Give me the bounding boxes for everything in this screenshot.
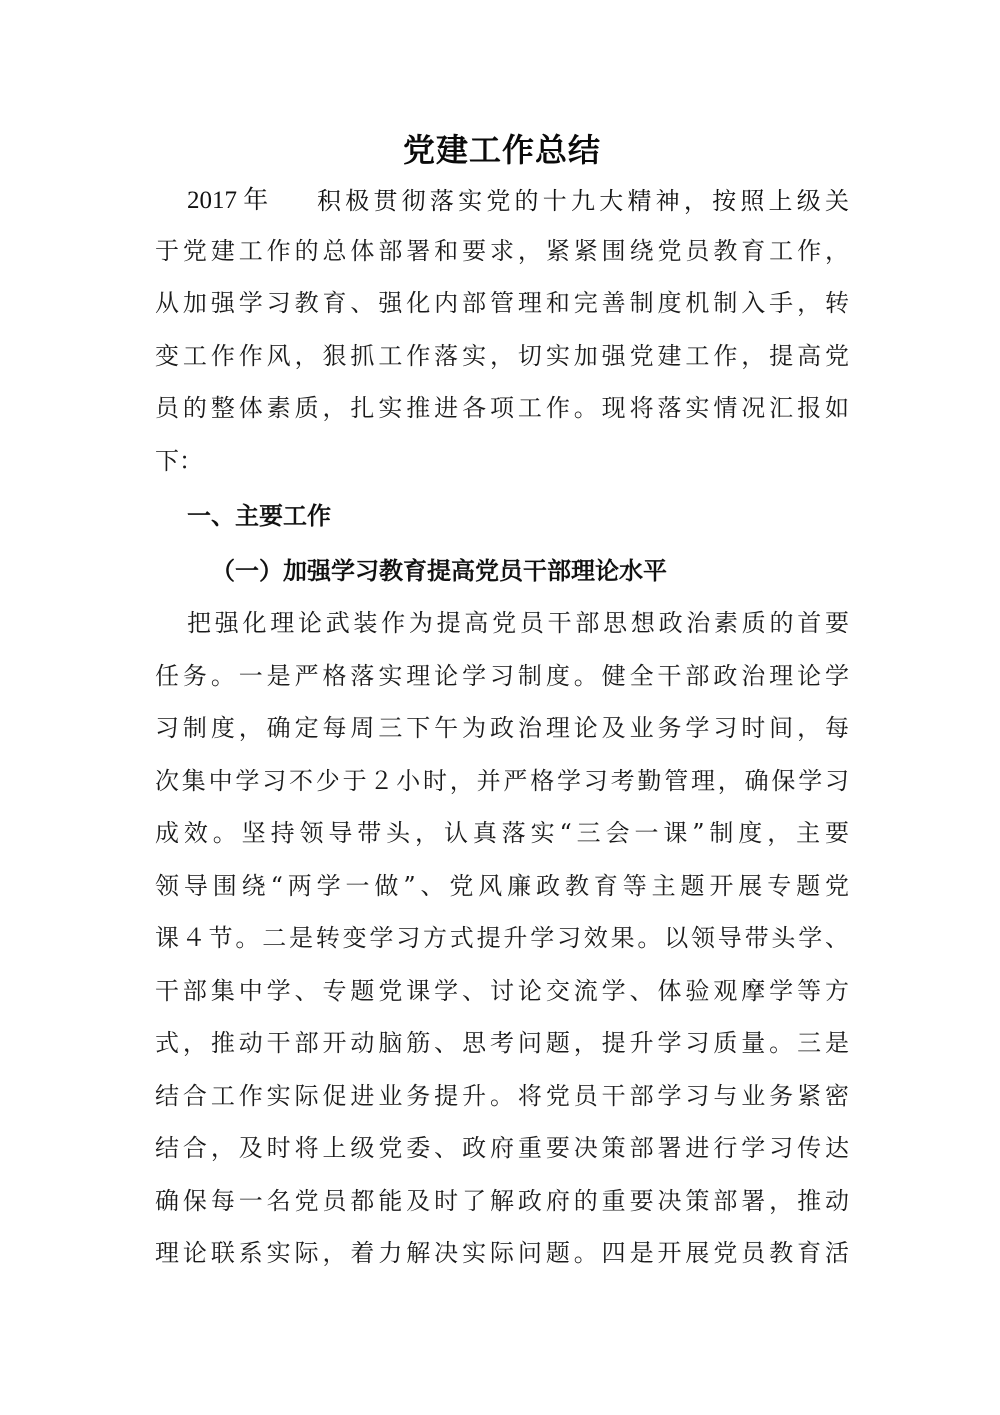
intro-year: 2017 年 bbox=[187, 187, 269, 215]
intro-first-line-text: 积极贯彻落实党的十九大精神，按照上级关 bbox=[317, 186, 849, 215]
intro-line: 员的整体素质，扎实推进各项工作。现将落实情况汇报如 bbox=[155, 394, 849, 422]
body-line: 结合工作实际促进业务提升。将党员干部学习与业务紧密 bbox=[155, 1081, 849, 1110]
body-line: 式，推动干部开动脑筋、思考问题，提升学习质量。三是 bbox=[155, 1029, 849, 1057]
intro-first-line bbox=[155, 172, 849, 225]
study-paragraph bbox=[155, 597, 849, 1280]
body-line: 任务。一是严格落实理论学习制度。健全干部政治理论学 bbox=[155, 661, 849, 690]
body-line: 成效。坚持领导带头，认真落实“三会一课”制度，主要 bbox=[155, 819, 849, 847]
section-heading-main-work: 一、主要工作 bbox=[187, 502, 331, 530]
intro-line: 于党建工作的总体部署和要求，紧紧围绕党员教育工作， bbox=[155, 236, 849, 265]
body-line: 课４节。二是转变学习方式提升学习效果。以领导带头学、 bbox=[155, 924, 849, 952]
body-line: 习制度，确定每周三下午为政治理论及业务学习时间，每 bbox=[155, 714, 849, 742]
body-line: 理论联系实际，着力解决实际问题。四是开展党员教育活 bbox=[155, 1239, 849, 1267]
document-page bbox=[155, 128, 849, 1280]
body-line: 确保每一名党员都能及时了解政府的重要决策部署，推动 bbox=[155, 1186, 849, 1215]
body-line: 干部集中学、专题党课学、讨论交流学、体验观摩学等方 bbox=[155, 976, 849, 1005]
intro-line: 下： bbox=[155, 446, 203, 475]
intro-line: 从加强学习教育、强化内部管理和完善制度机制入手，转 bbox=[155, 289, 849, 317]
document-title: 党建工作总结 bbox=[402, 131, 601, 169]
body-line: 领导围绕“两学一做”、党风廉政教育等主题开展专题党 bbox=[155, 871, 849, 900]
subsection-heading-study: （一）加强学习教育提高党员干部理论水平 bbox=[211, 557, 667, 585]
intro-paragraph bbox=[155, 172, 849, 487]
body-line: 把强化理论武装作为提高党员干部思想政治素质的首要 bbox=[187, 609, 849, 637]
body-line: 结合，及时将上级党委、政府重要决策部署进行学习传达 bbox=[155, 1134, 849, 1162]
intro-line: 变工作作风，狠抓工作落实，切实加强党建工作，提高党 bbox=[155, 341, 849, 370]
body-line: 次集中学习不少于２小时，并严格学习考勤管理，确保学习 bbox=[155, 766, 849, 795]
